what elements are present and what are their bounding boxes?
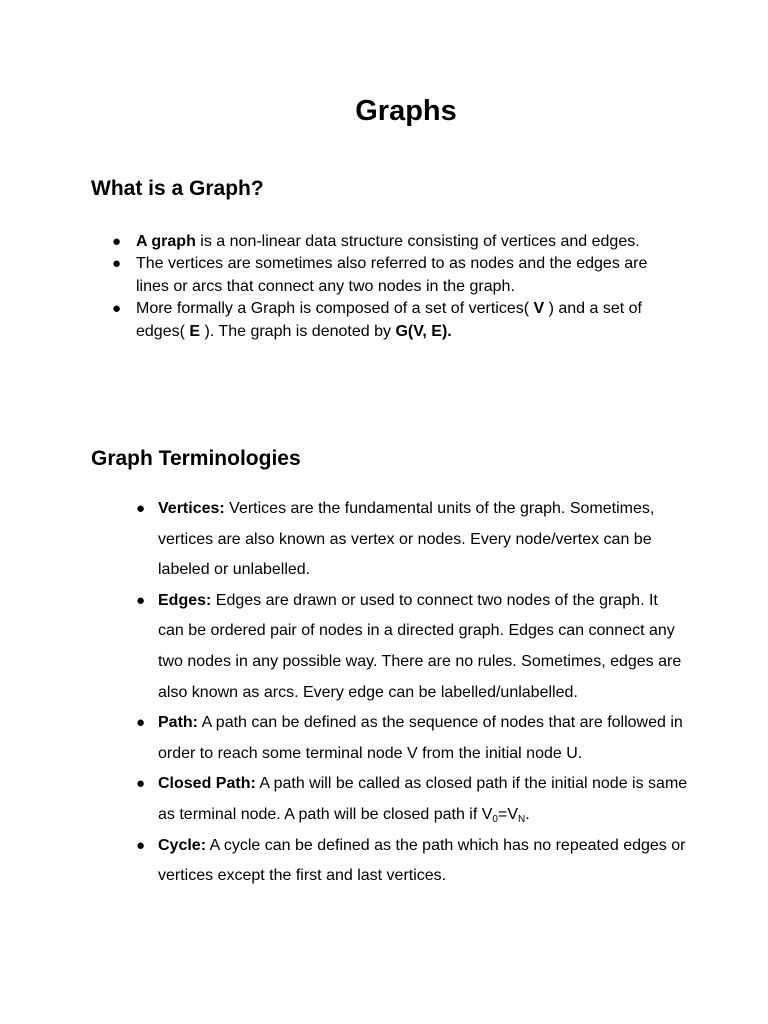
list-item [112, 253, 676, 298]
list-item [136, 586, 688, 708]
item-text: is a non-linear data structure consisting of vertices and edges. [195, 233, 640, 250]
bullet-icon: ● [112, 300, 122, 318]
list-item [136, 831, 688, 892]
item-text: ). The graph is denoted by [200, 322, 396, 340]
vertex-set-symbol: V [533, 300, 545, 318]
list-item [136, 494, 688, 586]
item-text: A path can be defined as the sequence of nodes that are followed in order to reach some terminal node V from the initial node U. [158, 714, 683, 762]
section-heading-graph-terminologies: Graph Terminologies [91, 447, 301, 470]
page-title: Graphs [355, 95, 457, 127]
terminology-list [136, 494, 688, 892]
item-text: Edges are drawn or used to connect two nodes of the graph. It can be ordered pair of nodes in a directed graph. Edges can connect any two nodes in any possible way. There are no rules. Sometimes, edges are also known as arcs. Every edge can be labelled/unlabelled. [158, 591, 682, 701]
section-heading-what-is-a-graph: What is a Graph? [91, 177, 264, 200]
item-text: A path will be called as closed path if the initial node is same as terminal node. A path will be closed path if V [158, 775, 688, 823]
item-text: A cycle can be defined as the path which has no repeated edges or vertices except the first and last vertices. [158, 836, 686, 885]
term-label: Cycle: [158, 836, 207, 854]
term-label: Vertices: [158, 500, 225, 517]
term-label: Path: [158, 714, 198, 732]
edge-set-symbol: E [189, 322, 201, 340]
bullet-icon: ● [136, 775, 146, 793]
bullet-icon: ● [112, 255, 122, 273]
bullet-icon: ● [136, 714, 146, 732]
list-item [112, 298, 676, 343]
term-label: Closed Path: [158, 775, 256, 793]
item-text: =V [497, 805, 518, 823]
item-text: . [525, 805, 530, 823]
bullet-icon: ● [136, 500, 146, 517]
bullet-icon: ● [136, 836, 146, 854]
graph-notation: G(V, E). [395, 322, 452, 340]
list-item [136, 769, 688, 830]
term-label: Edges: [158, 591, 212, 609]
list-item [112, 231, 676, 253]
graph-definition-list [112, 231, 676, 343]
subscript-zero: 0 [492, 813, 498, 825]
item-text: ) and a set of edges( [136, 300, 642, 340]
item-text: More formally a Graph is composed of a set of vertices( [136, 300, 534, 318]
bullet-icon: ● [112, 233, 122, 250]
item-text: The vertices are sometimes also referred to as nodes and the edges are lines or arcs that connect any two nodes in the graph. [136, 255, 648, 295]
item-text: Vertices are the fundamental units of the graph. Sometimes, vertices are also known as vertex or nodes. Every node/vertex can be labeled or unlabelled. [158, 500, 655, 579]
term-label: A graph [136, 233, 196, 250]
subscript-n: N [518, 813, 526, 825]
bullet-icon: ● [136, 591, 146, 609]
list-item [136, 708, 688, 769]
